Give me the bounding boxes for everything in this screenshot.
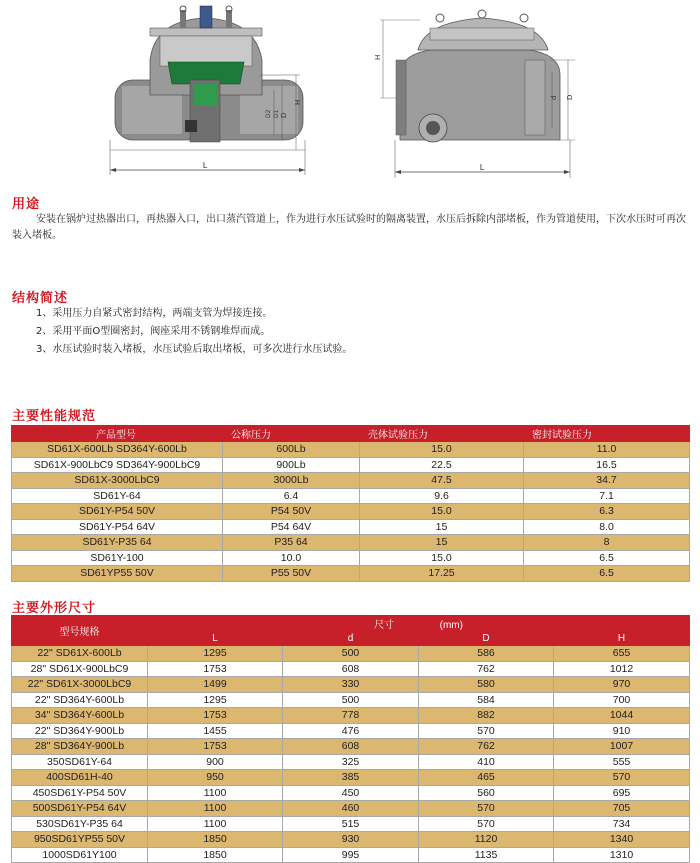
table-cell: 560 xyxy=(419,785,554,801)
performance-heading: 主要性能规范 xyxy=(12,409,97,424)
table-cell: 500 xyxy=(283,692,419,708)
dimensions-row xyxy=(12,770,690,786)
table-cell: 17.25 xyxy=(360,566,524,582)
header-nominal-pressure: 公称压力 xyxy=(223,426,360,442)
header-size-group xyxy=(148,616,690,632)
structure-item-2: 2、采用平面O型圈密封，阀座采用不锈钢堆焊而成。 xyxy=(36,326,271,337)
table-cell: 570 xyxy=(419,723,554,739)
table-cell: 1100 xyxy=(148,801,283,817)
table-cell: 570 xyxy=(554,770,690,786)
table-cell: 1044 xyxy=(554,708,690,724)
performance-table xyxy=(11,425,690,582)
table-cell: 450SD61Y-P54 50V xyxy=(12,785,148,801)
dimensions-row xyxy=(12,847,690,863)
table-cell: 9.6 xyxy=(360,488,524,504)
table-cell: 882 xyxy=(419,708,554,724)
table-cell: 1753 xyxy=(148,661,283,677)
table-cell: 1295 xyxy=(148,692,283,708)
table-cell: 465 xyxy=(419,770,554,786)
header-model: 产品型号 xyxy=(12,426,223,442)
dim-label-d-big: D xyxy=(280,112,288,118)
table-cell: 1850 xyxy=(148,832,283,848)
dimensions-row xyxy=(12,816,690,832)
table-cell: 705 xyxy=(554,801,690,817)
header-col-l: L xyxy=(148,632,283,646)
dimensions-row xyxy=(12,739,690,755)
table-cell: 15.0 xyxy=(360,504,524,520)
table-cell: 600Lb xyxy=(223,442,360,458)
table-cell: 325 xyxy=(283,754,419,770)
table-cell: SD61Y-100 xyxy=(12,550,223,566)
dimensions-row xyxy=(12,646,690,662)
table-cell: 778 xyxy=(283,708,419,724)
table-cell: 580 xyxy=(419,677,554,693)
dimensions-row xyxy=(12,723,690,739)
table-cell: 655 xyxy=(554,646,690,662)
dimensions-header-row-1 xyxy=(12,616,690,632)
table-cell: 695 xyxy=(554,785,690,801)
table-cell: 15.0 xyxy=(360,442,524,458)
performance-header-row xyxy=(12,426,690,442)
table-cell: 930 xyxy=(283,832,419,848)
table-cell: 400SD61H-40 xyxy=(12,770,148,786)
table-cell: SD61Y-64 xyxy=(12,488,223,504)
table-cell: SD61YP55 50V xyxy=(12,566,223,582)
table-cell: 762 xyxy=(419,661,554,677)
table-cell: 34" SD364Y-600Lb xyxy=(12,708,148,724)
table-cell: 8 xyxy=(524,535,690,551)
dim-label-d-right: D xyxy=(566,94,574,100)
dim-label-d1: D1 xyxy=(273,109,280,118)
table-cell: 22" SD61X-3000LbC9 xyxy=(12,677,148,693)
table-cell: 570 xyxy=(419,816,554,832)
table-cell: 385 xyxy=(283,770,419,786)
table-cell: SD61X-3000LbC9 xyxy=(12,473,223,489)
table-cell: 47.5 xyxy=(360,473,524,489)
table-cell: 1499 xyxy=(148,677,283,693)
table-cell: 1295 xyxy=(148,646,283,662)
performance-row xyxy=(12,550,690,566)
table-cell: 500SD61Y-P54 64V xyxy=(12,801,148,817)
table-cell: 1100 xyxy=(148,785,283,801)
dimensions-table xyxy=(11,615,690,863)
table-cell: 734 xyxy=(554,816,690,832)
performance-row xyxy=(12,535,690,551)
structure-heading: 结构简述 xyxy=(12,291,69,306)
table-cell: 28" SD364Y-900Lb xyxy=(12,739,148,755)
table-cell: 450 xyxy=(283,785,419,801)
dim-label-h-right: H xyxy=(374,54,382,60)
header-unit: (mm) xyxy=(439,620,463,631)
table-cell: 15.0 xyxy=(360,550,524,566)
table-cell: SD61Y-P54 64V xyxy=(12,519,223,535)
table-cell: 1753 xyxy=(148,739,283,755)
table-cell: 584 xyxy=(419,692,554,708)
dim-label-l-right: L xyxy=(479,163,485,172)
table-cell: 6.5 xyxy=(524,550,690,566)
table-cell: 1007 xyxy=(554,739,690,755)
table-cell: P35 64 xyxy=(223,535,360,551)
table-cell: 500 xyxy=(283,646,419,662)
table-cell: 1120 xyxy=(419,832,554,848)
table-cell: 995 xyxy=(283,847,419,863)
table-cell: 6.4 xyxy=(223,488,360,504)
structure-item-1: 1、采用压力自紧式密封结构，两端支管为焊接连接。 xyxy=(36,308,273,319)
performance-row xyxy=(12,519,690,535)
performance-row xyxy=(12,488,690,504)
dim-label-l: L xyxy=(202,161,208,170)
performance-row xyxy=(12,566,690,582)
use-heading: 用途 xyxy=(12,197,41,212)
table-cell: 16.5 xyxy=(524,457,690,473)
table-cell: 22" SD364Y-600Lb xyxy=(12,692,148,708)
valve-exterior-drawing xyxy=(374,10,575,178)
table-cell: 1000SD61Y100 xyxy=(12,847,148,863)
table-cell: 1850 xyxy=(148,847,283,863)
table-cell: 570 xyxy=(419,801,554,817)
table-cell: 22" SD364Y-900Lb xyxy=(12,723,148,739)
table-cell: P55 50V xyxy=(223,566,360,582)
table-cell: 910 xyxy=(554,723,690,739)
table-cell: 900Lb xyxy=(223,457,360,473)
table-cell: 460 xyxy=(283,801,419,817)
table-cell: SD61X-900LbC9 SD364Y-900LbC9 xyxy=(12,457,223,473)
dimensions-row xyxy=(12,708,690,724)
table-cell: 900 xyxy=(148,754,283,770)
table-cell: 350SD61Y-64 xyxy=(12,754,148,770)
dim-label-h: H xyxy=(294,99,302,105)
dimensions-row xyxy=(12,677,690,693)
table-cell: P54 50V xyxy=(223,504,360,520)
table-cell: 1455 xyxy=(148,723,283,739)
table-cell: 970 xyxy=(554,677,690,693)
table-cell: 22" SD61X-600Lb xyxy=(12,646,148,662)
dimensions-row xyxy=(12,785,690,801)
header-col-d-big: D xyxy=(419,632,554,646)
header-col-d-small: d xyxy=(283,632,419,646)
header-col-h: H xyxy=(554,632,690,646)
table-cell: 608 xyxy=(283,661,419,677)
table-cell: SD61Y-P35 64 xyxy=(12,535,223,551)
table-cell: 555 xyxy=(554,754,690,770)
header-model-spec: 型号规格 xyxy=(12,616,148,646)
use-paragraph: 安装在锅炉过热器出口，再热器入口，出口蒸汽管道上，作为进行水压试验时的隔离装置，水压后拆除内部堵板，作为管道使用，下次水压时可再次装入堵板。 xyxy=(12,214,686,241)
valve-sectional-drawing xyxy=(110,6,305,175)
table-cell: 22.5 xyxy=(360,457,524,473)
table-cell: 1012 xyxy=(554,661,690,677)
table-cell: 700 xyxy=(554,692,690,708)
table-cell: 330 xyxy=(283,677,419,693)
table-cell: 476 xyxy=(283,723,419,739)
table-cell: SD61Y-P54 50V xyxy=(12,504,223,520)
valve-drawings xyxy=(0,0,700,190)
header-shell-test: 壳体试验压力 xyxy=(360,426,524,442)
table-cell: 10.0 xyxy=(223,550,360,566)
table-cell: P54 64V xyxy=(223,519,360,535)
table-cell: 1753 xyxy=(148,708,283,724)
table-cell: 6.3 xyxy=(524,504,690,520)
dimensions-row xyxy=(12,661,690,677)
dimensions-row xyxy=(12,832,690,848)
table-cell: 608 xyxy=(283,739,419,755)
table-cell: 15 xyxy=(360,535,524,551)
table-cell: 28" SD61X-900LbC9 xyxy=(12,661,148,677)
table-cell: 762 xyxy=(419,739,554,755)
dim-label-small-d-right: d xyxy=(550,95,558,100)
table-cell: 1310 xyxy=(554,847,690,863)
table-cell: SD61X-600Lb SD364Y-600Lb xyxy=(12,442,223,458)
table-cell: 1135 xyxy=(419,847,554,863)
dim-label-d2: D2 xyxy=(265,109,272,118)
table-cell: 11.0 xyxy=(524,442,690,458)
performance-row xyxy=(12,457,690,473)
performance-row xyxy=(12,442,690,458)
dimensions-row xyxy=(12,754,690,770)
table-cell: 586 xyxy=(419,646,554,662)
table-cell: 6.5 xyxy=(524,566,690,582)
table-cell: 34.7 xyxy=(524,473,690,489)
table-cell: 15 xyxy=(360,519,524,535)
structure-item-3: 3、水压试验时装入堵板，水压试验后取出堵板，可多次进行水压试验。 xyxy=(36,344,353,355)
table-cell: 8.0 xyxy=(524,519,690,535)
dimensions-row xyxy=(12,692,690,708)
table-cell: 950 xyxy=(148,770,283,786)
table-cell: 530SD61Y-P35 64 xyxy=(12,816,148,832)
table-cell: 410 xyxy=(419,754,554,770)
dimensions-heading: 主要外形尺寸 xyxy=(12,601,97,616)
header-seal-test: 密封试验压力 xyxy=(524,426,690,442)
performance-row xyxy=(12,504,690,520)
table-cell: 3000Lb xyxy=(223,473,360,489)
table-cell: 950SD61YP55 50V xyxy=(12,832,148,848)
table-cell: 515 xyxy=(283,816,419,832)
table-cell: 7.1 xyxy=(524,488,690,504)
performance-row xyxy=(12,473,690,489)
dimensions-row xyxy=(12,801,690,817)
table-cell: 1100 xyxy=(148,816,283,832)
table-cell: 1340 xyxy=(554,832,690,848)
header-size: 尺寸 xyxy=(374,620,395,631)
